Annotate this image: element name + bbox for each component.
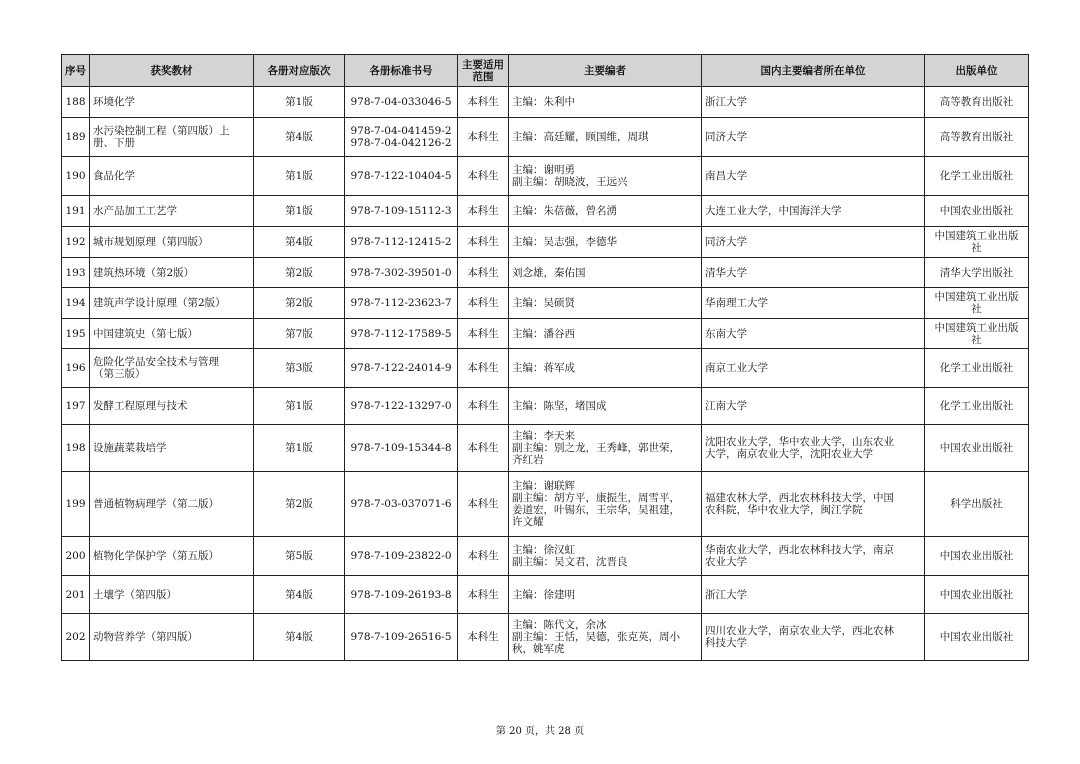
cell-editor-units: 四川农业大学，南京农业大学，西北农林 科技大学 bbox=[702, 614, 925, 661]
cell-edition: 第3版 bbox=[254, 349, 345, 388]
cell-editor-units: 浙江大学 bbox=[702, 576, 925, 614]
cell-editors: 主编：潘谷西 bbox=[509, 319, 702, 349]
cell-isbn: 978-7-302-39501-0 bbox=[345, 258, 458, 288]
header-units: 国内主要编者所在单位 bbox=[702, 55, 925, 87]
cell-isbn: 978-7-112-12415-2 bbox=[345, 227, 458, 258]
cell-publisher: 中国农业出版社 bbox=[925, 425, 1029, 472]
table-row bbox=[62, 537, 1029, 576]
cell-scope: 本科生 bbox=[458, 614, 509, 661]
cell-editor-units: 南昌大学 bbox=[702, 157, 925, 196]
cell-isbn: 978-7-03-037071-6 bbox=[345, 472, 458, 537]
table-row bbox=[62, 349, 1029, 388]
cell-textbook-title: 中国建筑史（第七版） bbox=[90, 319, 254, 349]
cell-row-number: 200 bbox=[62, 537, 90, 576]
cell-scope: 本科生 bbox=[458, 118, 509, 157]
cell-row-number: 196 bbox=[62, 349, 90, 388]
cell-editor-units: 华南农业大学，西北农林科技大学，南京 农业大学 bbox=[702, 537, 925, 576]
header-edition: 各册对应版次 bbox=[254, 55, 345, 87]
cell-scope: 本科生 bbox=[458, 87, 509, 118]
table-row bbox=[62, 87, 1029, 118]
cell-publisher: 中国建筑工业出版 社 bbox=[925, 288, 1029, 319]
header-publisher: 出版单位 bbox=[925, 55, 1029, 87]
cell-editors: 主编：蒋军成 bbox=[509, 349, 702, 388]
cell-scope: 本科生 bbox=[458, 319, 509, 349]
cell-publisher: 中国农业出版社 bbox=[925, 576, 1029, 614]
cell-textbook-title: 城市规划原理（第四版） bbox=[90, 227, 254, 258]
header-isbn: 各册标准书号 bbox=[345, 55, 458, 87]
cell-edition: 第5版 bbox=[254, 537, 345, 576]
page-footer: 第 20 页，共 28 页 bbox=[495, 726, 585, 737]
cell-editor-units: 南京工业大学 bbox=[702, 349, 925, 388]
cell-edition: 第4版 bbox=[254, 227, 345, 258]
cell-publisher: 化学工业出版社 bbox=[925, 157, 1029, 196]
cell-editor-units: 沈阳农业大学，华中农业大学，山东农业 大学，南京农业大学，沈阳农业大学 bbox=[702, 425, 925, 472]
table-row bbox=[62, 157, 1029, 196]
cell-edition: 第4版 bbox=[254, 576, 345, 614]
table-row bbox=[62, 319, 1029, 349]
cell-edition: 第1版 bbox=[254, 87, 345, 118]
table-row bbox=[62, 258, 1029, 288]
cell-scope: 本科生 bbox=[458, 196, 509, 227]
cell-textbook-title: 植物化学保护学（第五版） bbox=[90, 537, 254, 576]
cell-isbn: 978-7-04-033046-5 bbox=[345, 87, 458, 118]
cell-edition: 第2版 bbox=[254, 258, 345, 288]
cell-scope: 本科生 bbox=[458, 537, 509, 576]
cell-row-number: 198 bbox=[62, 425, 90, 472]
cell-row-number: 197 bbox=[62, 388, 90, 425]
cell-editor-units: 浙江大学 bbox=[702, 87, 925, 118]
table-row bbox=[62, 118, 1029, 157]
cell-scope: 本科生 bbox=[458, 388, 509, 425]
cell-editors: 主编：陈代文，余冰 副主编：王恬，吴德，张克英，周小 秋，姚军虎 bbox=[509, 614, 702, 661]
cell-row-number: 190 bbox=[62, 157, 90, 196]
cell-editor-units: 大连工业大学，中国海洋大学 bbox=[702, 196, 925, 227]
cell-editors: 主编：徐建明 bbox=[509, 576, 702, 614]
cell-isbn: 978-7-109-26193-8 bbox=[345, 576, 458, 614]
cell-row-number: 188 bbox=[62, 87, 90, 118]
cell-textbook-title: 建筑热环境（第2版） bbox=[90, 258, 254, 288]
cell-edition: 第2版 bbox=[254, 288, 345, 319]
cell-editor-units: 同济大学 bbox=[702, 227, 925, 258]
table-row bbox=[62, 472, 1029, 537]
cell-editor-units: 华南理工大学 bbox=[702, 288, 925, 319]
cell-scope: 本科生 bbox=[458, 576, 509, 614]
cell-editor-units: 江南大学 bbox=[702, 388, 925, 425]
cell-textbook-title: 水污染控制工程（第四版）上 册、下册 bbox=[90, 118, 254, 157]
cell-textbook-title: 发酵工程原理与技术 bbox=[90, 388, 254, 425]
cell-textbook-title: 土壤学（第四版） bbox=[90, 576, 254, 614]
cell-isbn: 978-7-109-15344-8 bbox=[345, 425, 458, 472]
cell-textbook-title: 环境化学 bbox=[90, 87, 254, 118]
cell-editors: 主编：吴硕贤 bbox=[509, 288, 702, 319]
cell-publisher: 清华大学出版社 bbox=[925, 258, 1029, 288]
cell-scope: 本科生 bbox=[458, 227, 509, 258]
header-no: 序号 bbox=[62, 55, 90, 87]
cell-isbn: 978-7-109-23822-0 bbox=[345, 537, 458, 576]
cell-scope: 本科生 bbox=[458, 157, 509, 196]
cell-editors: 主编：谢联辉 副主编：胡方平，康振生，周雪平， 姜道宏，叶锡东，王宗华，吴祖建， 许文耀 bbox=[509, 472, 702, 537]
cell-editor-units: 同济大学 bbox=[702, 118, 925, 157]
header-title: 获奖教材 bbox=[90, 55, 254, 87]
cell-publisher: 中国农业出版社 bbox=[925, 196, 1029, 227]
cell-publisher: 中国建筑工业出版 社 bbox=[925, 227, 1029, 258]
cell-isbn: 978-7-04-041459-2 978-7-04-042126-2 bbox=[345, 118, 458, 157]
cell-isbn: 978-7-109-15112-3 bbox=[345, 196, 458, 227]
cell-isbn: 978-7-122-24014-9 bbox=[345, 349, 458, 388]
cell-editor-units: 清华大学 bbox=[702, 258, 925, 288]
cell-row-number: 199 bbox=[62, 472, 90, 537]
cell-editors: 刘念雄，秦佑国 bbox=[509, 258, 702, 288]
cell-edition: 第4版 bbox=[254, 614, 345, 661]
cell-scope: 本科生 bbox=[458, 349, 509, 388]
cell-edition: 第7版 bbox=[254, 319, 345, 349]
cell-row-number: 202 bbox=[62, 614, 90, 661]
table-body bbox=[62, 87, 1029, 661]
cell-textbook-title: 建筑声学设计原理（第2版） bbox=[90, 288, 254, 319]
cell-edition: 第1版 bbox=[254, 157, 345, 196]
cell-textbook-title: 食品化学 bbox=[90, 157, 254, 196]
award-textbook-table bbox=[61, 54, 1029, 661]
cell-publisher: 化学工业出版社 bbox=[925, 388, 1029, 425]
cell-editors: 主编：徐汉虹 副主编：吴文君，沈晋良 bbox=[509, 537, 702, 576]
table-header-row bbox=[62, 55, 1029, 87]
table-row bbox=[62, 425, 1029, 472]
cell-editors: 主编：陈坚，堵国成 bbox=[509, 388, 702, 425]
cell-edition: 第1版 bbox=[254, 388, 345, 425]
cell-editor-units: 福建农林大学，西北农林科技大学，中国 农科院，华中农业大学，闽江学院 bbox=[702, 472, 925, 537]
cell-textbook-title: 设施蔬菜栽培学 bbox=[90, 425, 254, 472]
table-row bbox=[62, 388, 1029, 425]
cell-textbook-title: 危险化学品安全技术与管理 （第三版） bbox=[90, 349, 254, 388]
cell-publisher: 化学工业出版社 bbox=[925, 349, 1029, 388]
cell-textbook-title: 动物营养学（第四版） bbox=[90, 614, 254, 661]
cell-publisher: 科学出版社 bbox=[925, 472, 1029, 537]
cell-publisher: 中国农业出版社 bbox=[925, 537, 1029, 576]
header-scope: 主要适用 范围 bbox=[458, 55, 509, 87]
cell-scope: 本科生 bbox=[458, 472, 509, 537]
cell-publisher: 中国建筑工业出版 社 bbox=[925, 319, 1029, 349]
cell-editor-units: 东南大学 bbox=[702, 319, 925, 349]
cell-edition: 第2版 bbox=[254, 472, 345, 537]
table-row bbox=[62, 614, 1029, 661]
cell-textbook-title: 水产品加工工艺学 bbox=[90, 196, 254, 227]
cell-edition: 第1版 bbox=[254, 196, 345, 227]
cell-isbn: 978-7-112-23623-7 bbox=[345, 288, 458, 319]
cell-editors: 主编：谢明勇 副主编：胡晓波，王远兴 bbox=[509, 157, 702, 196]
cell-isbn: 978-7-122-10404-5 bbox=[345, 157, 458, 196]
cell-edition: 第1版 bbox=[254, 425, 345, 472]
cell-row-number: 193 bbox=[62, 258, 90, 288]
cell-scope: 本科生 bbox=[458, 288, 509, 319]
cell-scope: 本科生 bbox=[458, 425, 509, 472]
cell-editors: 主编：高廷耀，顾国维，周琪 bbox=[509, 118, 702, 157]
cell-edition: 第4版 bbox=[254, 118, 345, 157]
cell-row-number: 192 bbox=[62, 227, 90, 258]
cell-publisher: 高等教育出版社 bbox=[925, 118, 1029, 157]
cell-isbn: 978-7-112-17589-5 bbox=[345, 319, 458, 349]
cell-row-number: 194 bbox=[62, 288, 90, 319]
cell-editors: 主编：李天来 副主编：别之龙，王秀峰，郭世荣， 齐红岩 bbox=[509, 425, 702, 472]
cell-isbn: 978-7-122-13297-0 bbox=[345, 388, 458, 425]
cell-editors: 主编：吴志强，李德华 bbox=[509, 227, 702, 258]
cell-scope: 本科生 bbox=[458, 258, 509, 288]
cell-isbn: 978-7-109-26516-5 bbox=[345, 614, 458, 661]
cell-row-number: 201 bbox=[62, 576, 90, 614]
table-row bbox=[62, 576, 1029, 614]
cell-publisher: 中国农业出版社 bbox=[925, 614, 1029, 661]
cell-editors: 主编：朱蓓薇，曾名湧 bbox=[509, 196, 702, 227]
table-row bbox=[62, 227, 1029, 258]
cell-row-number: 189 bbox=[62, 118, 90, 157]
cell-publisher: 高等教育出版社 bbox=[925, 87, 1029, 118]
cell-textbook-title: 普通植物病理学（第二版） bbox=[90, 472, 254, 537]
header-editors: 主要编者 bbox=[509, 55, 702, 87]
cell-row-number: 195 bbox=[62, 319, 90, 349]
cell-row-number: 191 bbox=[62, 196, 90, 227]
table-row bbox=[62, 288, 1029, 319]
table-row bbox=[62, 196, 1029, 227]
cell-editors: 主编：朱利中 bbox=[509, 87, 702, 118]
